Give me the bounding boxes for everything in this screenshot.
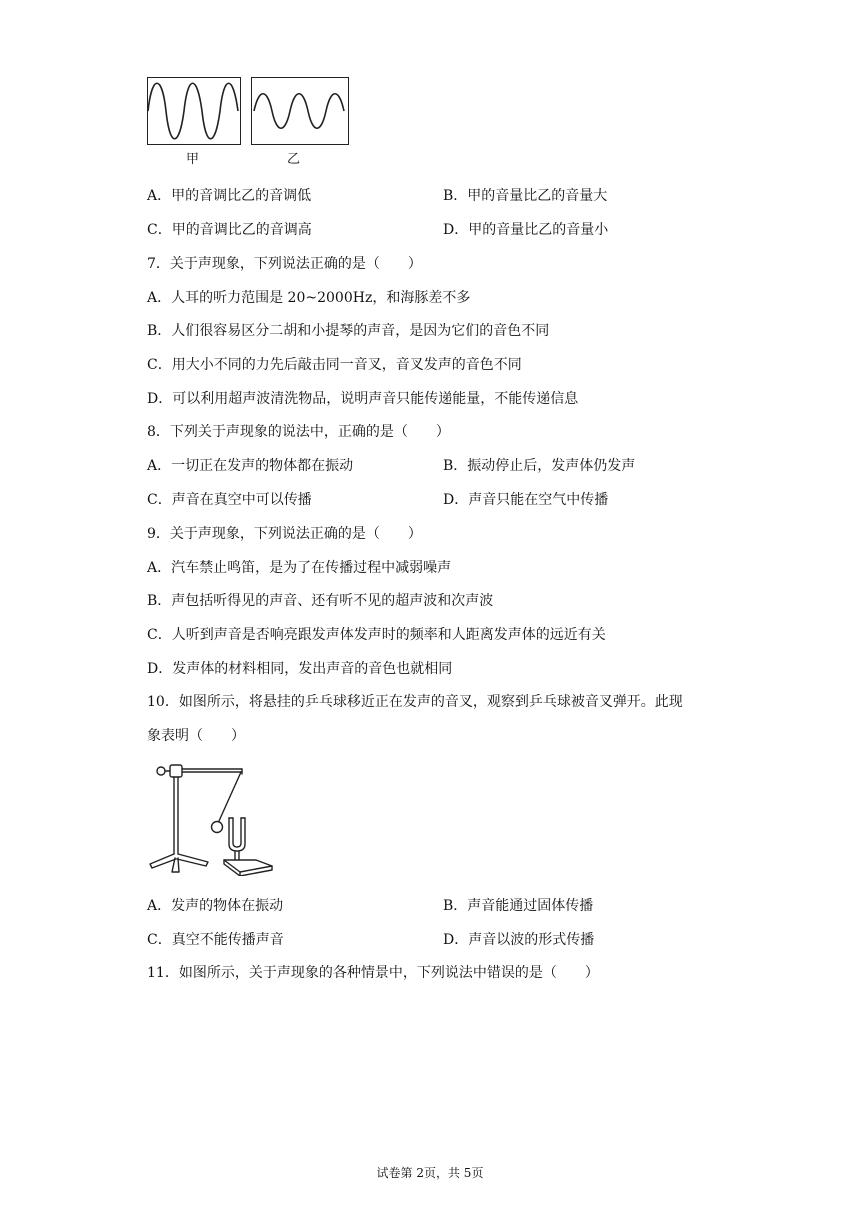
waveform-b-figure: [251, 77, 349, 145]
q6-option-a: A．甲的音调比乙的音调低: [147, 188, 312, 204]
q11-stem: 11．如图所示，关于声现象的各种情景中，下列说法中错误的是（ ）: [147, 965, 599, 981]
q7-option-a: A．人耳的听力范围是 20~2000Hz，和海豚差不多: [147, 290, 471, 306]
q8-option-a: A．一切正在发声的物体都在振动: [147, 458, 354, 474]
waveform-a-figure: [147, 77, 241, 145]
q10-stem-line2: 象表明（ ）: [147, 728, 245, 744]
tuning-fork-apparatus-graphic: [144, 758, 276, 876]
q7-option-d: D．可以利用超声波清洗物品，说明声音只能传递能量，不能传递信息: [147, 391, 579, 407]
q6-option-b: B．甲的音量比乙的音量大: [443, 188, 608, 204]
tuning-fork-apparatus-figure: [144, 758, 276, 876]
waveform-a-graphic: [148, 78, 240, 144]
q10-stem-line1: 10．如图所示，将悬挂的乒乓球移近正在发声的音叉，观察到乒乓球被音叉弹开。此现: [147, 694, 683, 710]
waveform-b-graphic: [252, 78, 348, 144]
q9-option-a: A．汽车禁止鸣笛，是为了在传播过程中减弱噪声: [147, 560, 452, 576]
q8-option-d: D．声音只能在空气中传播: [443, 492, 609, 508]
q7-stem: 7．关于声现象，下列说法正确的是（ ）: [147, 256, 422, 272]
q9-stem: 9．关于声现象，下列说法正确的是（ ）: [147, 526, 422, 542]
q6-option-d: D．甲的音量比乙的音量小: [443, 222, 609, 238]
q10-option-a: A．发声的物体在振动: [147, 898, 284, 914]
q9-option-c: C．人听到声音是否响亮跟发声体发声时的频率和人距离发声体的远近有关: [147, 627, 606, 643]
q8-stem: 8．下列关于声现象的说法中，正确的是（ ）: [147, 424, 450, 440]
q10-option-d: D．声音以波的形式传播: [443, 932, 595, 948]
q7-option-b: B．人们很容易区分二胡和小提琴的声音，是因为它们的音色不同: [147, 323, 550, 339]
q10-option-c: C．真空不能传播声音: [147, 932, 284, 948]
q9-option-b: B．声包括听得见的声音、还有听不见的超声波和次声波: [147, 593, 494, 609]
waveform-b-label: 乙: [287, 152, 301, 167]
q9-option-d: D．发声体的材料相同，发出声音的音色也就相同: [147, 661, 453, 677]
q10-option-b: B．声音能通过固体传播: [443, 898, 594, 914]
page-footer: 试卷第 2页，共 5页: [376, 1166, 484, 1180]
q8-option-c: C．声音在真空中可以传播: [147, 492, 312, 508]
q6-option-c: C．甲的音调比乙的音调高: [147, 222, 312, 238]
waveform-a-label: 甲: [186, 152, 200, 167]
q8-option-b: B．振动停止后，发声体仍发声: [443, 458, 636, 474]
q7-option-c: C．用大小不同的力先后敲击同一音叉，音叉发声的音色不同: [147, 357, 522, 373]
